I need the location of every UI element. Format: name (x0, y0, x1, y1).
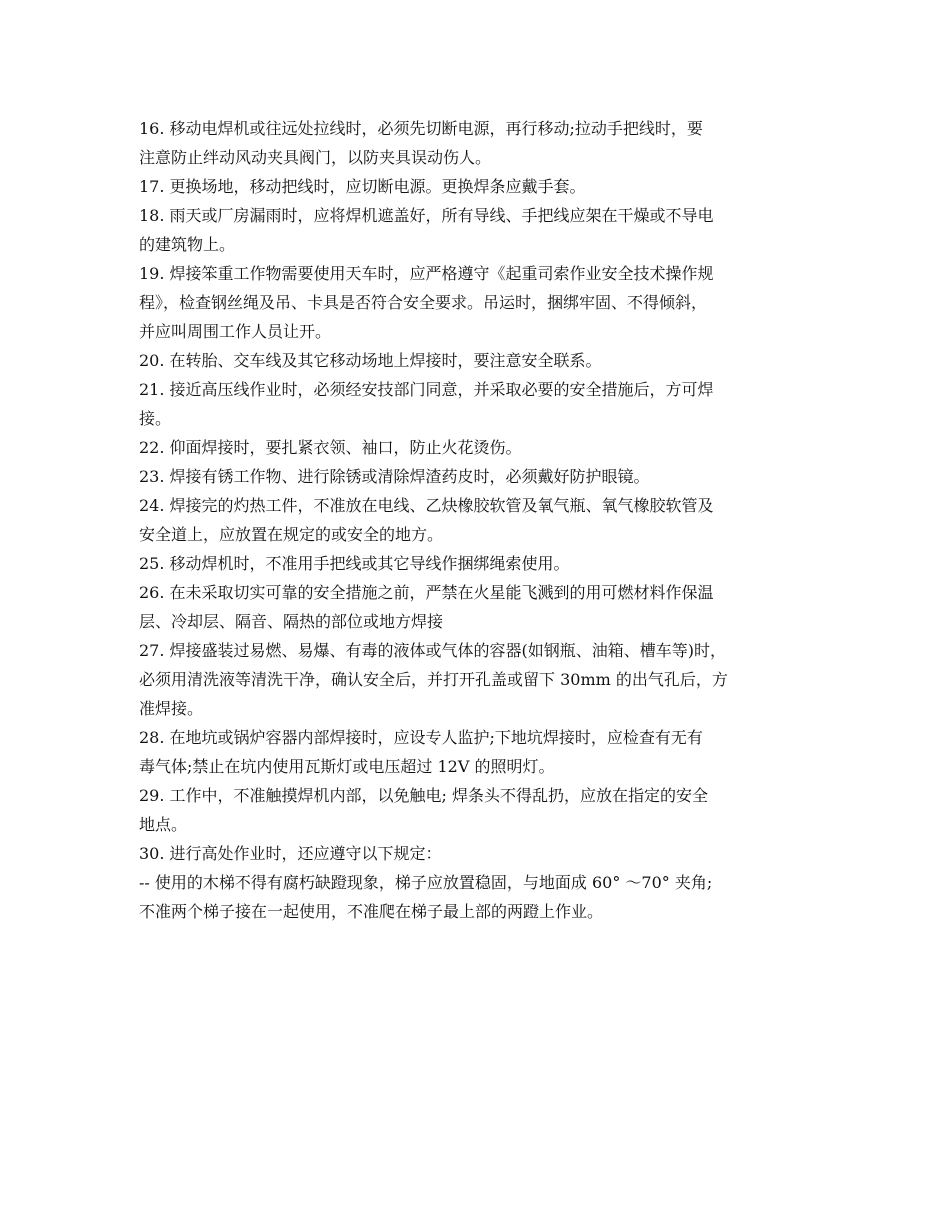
text-line: 26. 在未采取切实可靠的安全措施之前，严禁在火星能飞溅到的用可燃材料作保温 (139, 583, 714, 602)
text-line: 25. 移动焊机时，不准用手把线或其它导线作捆绑绳索使用。 (139, 554, 570, 573)
text-line: 29. 工作中，不准触摸焊机内部，以免触电; 焊条头不得乱扔，应放在指定的安全 (139, 786, 709, 805)
document-body (139, 116, 819, 928)
text-line: 层、冷却层、隔音、隔热的部位或地方焊接 (139, 612, 444, 631)
text-line: 28. 在地坑或锅炉容器内部焊接时，应设专人监护;下地坑焊接时，应检查有无有 (139, 728, 703, 747)
text-line: 21. 接近高压线作业时，必须经安技部门同意，并采取必要的安全措施后，方可焊 (139, 380, 714, 399)
text-line: 30. 进行高处作业时，还应遵守以下规定： (139, 844, 442, 863)
text-line: 毒气体;禁止在坑内使用瓦斯灯或电压超过 12V 的照明灯。 (139, 757, 555, 776)
text-line: 并应叫周围工作人员让开。 (139, 322, 332, 341)
text-line: 19. 焊接笨重工作物需要使用天车时，应严格遵守《起重司索作业安全技术操作规 (139, 264, 714, 283)
text-line: 20. 在转胎、交车线及其它移动场地上焊接时，要注意安全联系。 (139, 351, 602, 370)
text-line: 注意防止绊动风动夹具阀门，以防夹具误动伤人。 (139, 148, 492, 167)
text-line: 接。 (139, 409, 172, 428)
text-line: 16. 移动电焊机或往远处拉线时，必须先切断电源，再行移动;拉动手把线时，要 (139, 119, 703, 138)
text-line: 的建筑物上。 (139, 235, 236, 254)
text-line: 安全道上，应放置在规定的或安全的地方。 (139, 525, 444, 544)
text-line: 22. 仰面焊接时，要扎紧衣领、袖口，防止火花烫伤。 (139, 438, 522, 457)
text-line: 程》，检查钢丝绳及吊、卡具是否符合安全要求。吊运时，捆绑牢固、不得倾斜， (139, 293, 708, 312)
text-line: 地点。 (139, 815, 188, 834)
text-line: 18. 雨天或厂房漏雨时，应将焊机遮盖好，所有导线、手把线应架在干燥或不导电 (139, 206, 714, 225)
text-line: -- 使用的木梯不得有腐朽缺蹬现象，梯子应放置稳固，与地面成 60° ～70° 夹角; (139, 873, 713, 892)
text-line: 17. 更换场地，移动把线时，应切断电源。更换焊条应戴手套。 (139, 177, 586, 196)
text-line: 不准两个梯子接在一起使用，不准爬在梯子最上部的两蹬上作业。 (139, 902, 604, 921)
text-line: 24. 焊接完的灼热工件，不准放在电线、乙炔橡胶软管及氧气瓶、氧气橡胶软管及 (139, 496, 714, 515)
text-line: 准焊接。 (139, 699, 204, 718)
text-line: 必须用清洗液等清洗干净，确认安全后，并打开孔盖或留下 30mm 的出气孔后，方 (139, 670, 728, 689)
text-line: 27. 焊接盛装过易燃、易爆、有毒的液体或气体的容器(如钢瓶、油箱、槽车等)时， (139, 641, 727, 660)
text-line: 23. 焊接有锈工作物、进行除锈或清除焊渣药皮时，必须戴好防护眼镜。 (139, 467, 650, 486)
